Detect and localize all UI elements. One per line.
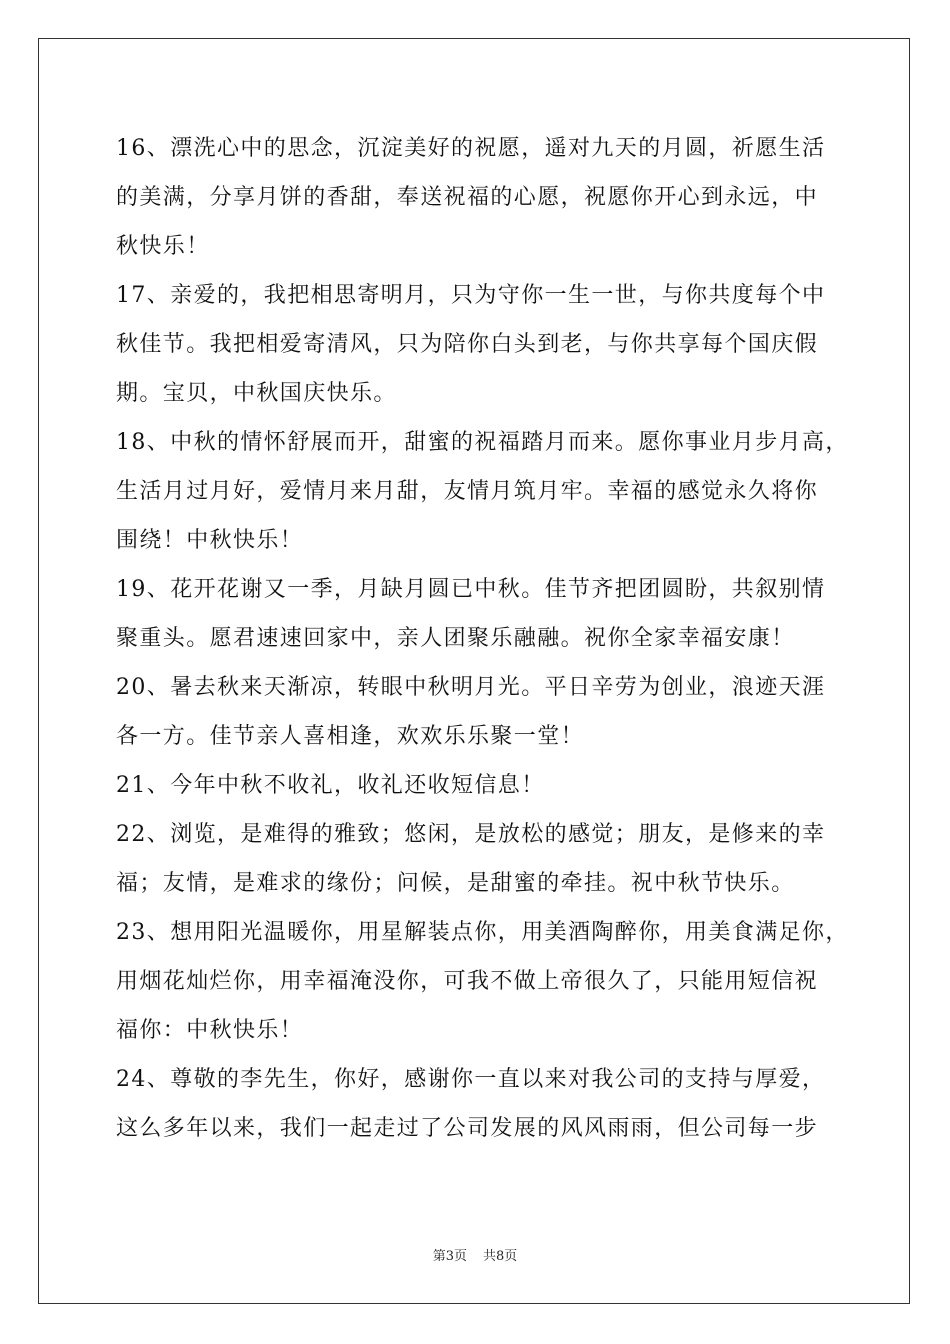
total-pages-label: 共8页 [483,1249,518,1264]
text-line: 期。宝贝，中秋国庆快乐。 [116,381,397,406]
text-line: 福；友情，是难求的缘份；问候，是甜蜜的牵挂。祝中秋节快乐。 [116,871,795,896]
current-page-label: 第3页 [432,1249,467,1264]
text-line: 18、中秋的情怀舒展而开，甜蜜的祝福踏月而来。愿你事业月步月高， [116,430,849,455]
text-line: 这么多年以来，我们一起走过了公司发展的风风雨雨，但公司每一步 [116,1116,819,1141]
text-line: 23、想用阳光温暖你，用星解装点你，用美酒陶醉你，用美食满足你， [116,920,849,945]
text-line: 17、亲爱的，我把相思寄明月，只为守你一生一世，与你共度每个中 [116,283,826,308]
text-line: 秋快乐！ [116,234,210,259]
text-line: 生活月过月好，爱情月来月甜，友情月筑月牢。幸福的感觉永久将你 [116,479,819,504]
text-line: 19、花开花谢又一季，月缺月圆已中秋。佳节齐把团圆盼，共叙别情 [116,577,826,602]
text-line: 秋佳节。我把相爱寄清风，只为陪你白头到老，与你共享每个国庆假 [116,332,819,357]
text-line: 21、今年中秋不收礼，收礼还收短信息！ [116,773,545,798]
page-footer [0,1248,950,1266]
text-line: 22、浏览，是难得的雅致；悠闲，是放松的感觉；朋友，是修来的幸 [116,822,826,847]
text-line: 20、暑去秋来天渐凉，转眼中秋明月光。平日辛劳为创业，浪迹天涯 [116,675,826,700]
text-line: 24、尊敬的李先生，你好，感谢你一直以来对我公司的支持与厚爱， [116,1067,826,1092]
text-line: 聚重头。愿君速速回家中，亲人团聚乐融融。祝你全家幸福安康！ [116,626,795,651]
text-line: 用烟花灿烂你，用幸福淹没你，可我不做上帝很久了，只能用短信祝 [116,969,819,994]
text-line: 各一方。佳节亲人喜相逢，欢欢乐乐聚一堂！ [116,724,585,749]
text-line: 16、漂洗心中的思念，沉淀美好的祝愿，遥对九天的月圆，祈愿生活 [116,136,826,161]
document-body [116,124,849,1153]
text-line: 福你：中秋快乐！ [116,1018,304,1043]
text-line: 围绕！中秋快乐！ [116,528,304,553]
text-line: 的美满，分享月饼的香甜，奉送祝福的心愿，祝愿你开心到永远，中 [116,185,819,210]
